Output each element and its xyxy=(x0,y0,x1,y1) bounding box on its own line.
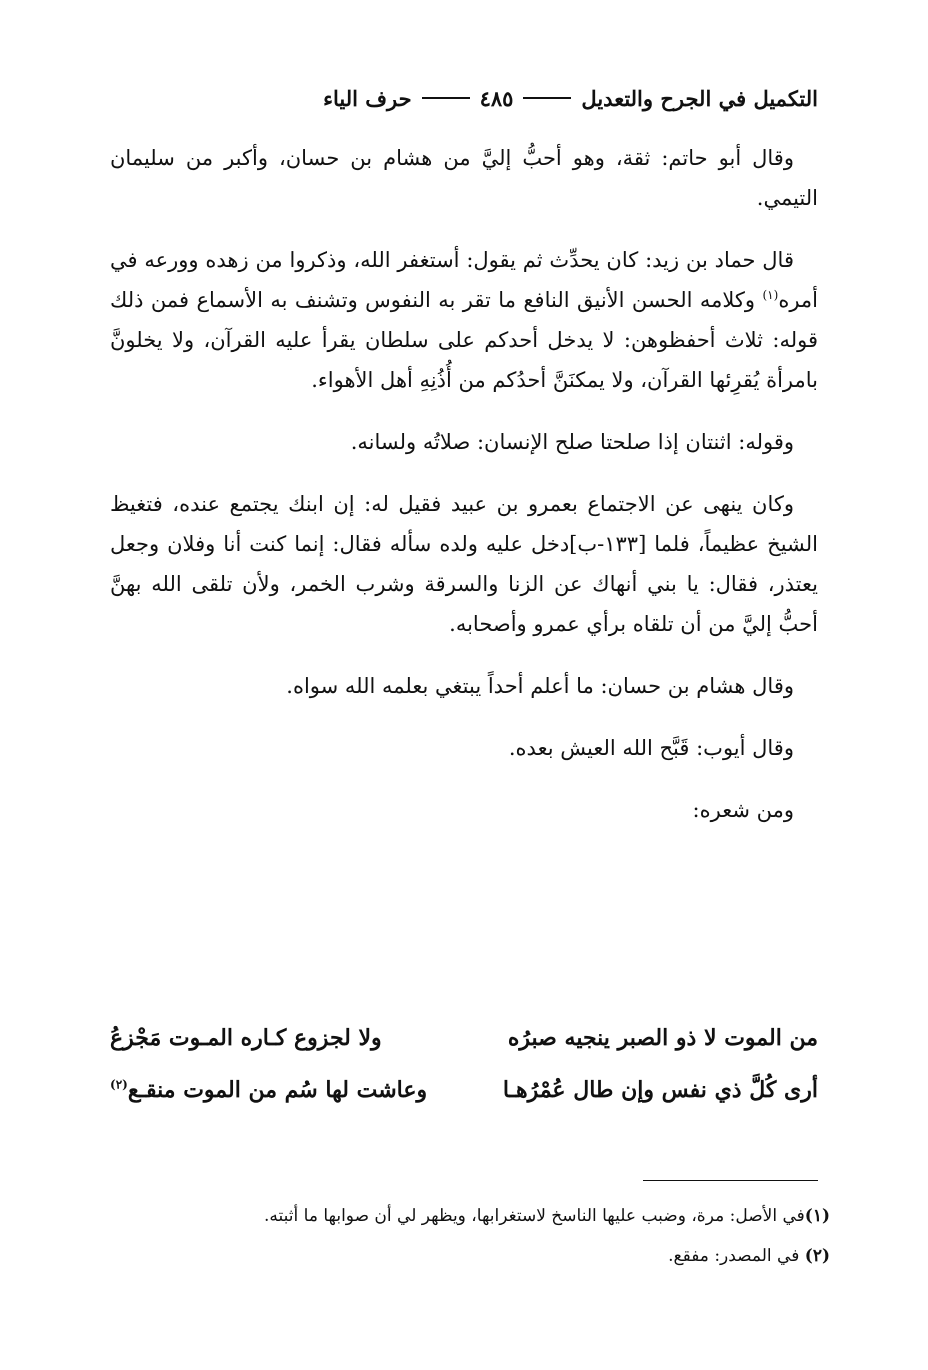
poem-verse xyxy=(110,1016,818,1068)
paragraph: وقوله: اثنتان إذا صلحتا صلح الإنسان: صلاتُه ولسانه. xyxy=(350,430,794,454)
poem xyxy=(110,1016,818,1120)
footnote-text: في الأصل: مرة، وضبب عليها الناسخ لاستغرابها، ويظهر لي أن صوابها ما أثبته. xyxy=(264,1206,805,1226)
hemistich-text: وعاشت لها سُم من الموت منقـع xyxy=(127,1077,428,1103)
paragraph-text: قال حماد بن زيد: كان يحدِّث ثم يقول: أستغفر الله، وذكروا من زهده وورعه في أمره xyxy=(110,248,818,312)
hemistich-second xyxy=(110,1068,427,1120)
main-text xyxy=(110,138,818,852)
paragraph: وقال هشام بن حسان: ما أعلم أحداً يبتغي بعلمه الله سواه. xyxy=(286,674,794,698)
hemistich-second: ولا لجزوع كـاره المـوت مَجْزعُ xyxy=(110,1025,382,1051)
paragraph: وقال أبو حاتم: ثقة، وهو أحبُّ إليَّ من هشام بن حسان، وأكبر من سليمان التيمي. xyxy=(110,146,818,210)
footnote xyxy=(110,1236,830,1276)
hemistich-first: أرى كُلَّ ذي نفس وإن طال عُمْرُهـا xyxy=(502,1077,818,1103)
footnote-ref[interactable]: (١) xyxy=(762,288,779,302)
footnote-ref[interactable]: (٢) xyxy=(110,1077,128,1092)
footnote-divider xyxy=(643,1180,818,1181)
footnote-number: (٢) xyxy=(804,1246,830,1266)
footnote xyxy=(110,1196,830,1236)
paragraph: ومن شعره: xyxy=(692,798,794,822)
paragraph xyxy=(110,240,818,400)
paragraph: وكان ينهى عن الاجتماع بعمرو بن عبيد فقيل له: إن ابنك يجتمع عنده، فتغيظ الشيخ عظيماً، فلما [١٣٣-ب]دخل عليه ولده سأله فقال: إنما كنت أنا وفلان وجعل يعتذر، فقال: يا بني أنهاك عن الزنا والسرقة وشرب الخمر، ولأن تلقى الله بهنَّ أحبُّ إليَّ من أن تلقاه برأي عمرو وأصحابه. xyxy=(110,492,818,636)
header-dash xyxy=(523,97,571,99)
footnote-text: في المصدر: مفقع. xyxy=(668,1246,805,1266)
poem-verse xyxy=(110,1068,818,1120)
book-title: التكميل في الجرح والتعديل xyxy=(581,85,818,111)
footnote-number: (١) xyxy=(804,1206,830,1226)
page-number: ٤٨٥ xyxy=(479,85,514,111)
paragraph: وقال أيوب: قَبَّح الله العيش بعده. xyxy=(508,736,794,760)
footnotes xyxy=(110,1196,830,1276)
hemistich-first: من الموت لا ذو الصبر ينجيه صبرُه xyxy=(507,1025,818,1051)
header-dash xyxy=(422,97,470,99)
section-title: حرف الياء xyxy=(323,85,412,111)
running-header xyxy=(146,78,818,118)
paragraph-text: وكلامه الحسن الأنيق النافع ما تقر به النفوس وتشنف به الأسماع فمن ذلك قوله: ثلاث أحفظوهن: لا يدخل أحدكم على سلطان يقرأ عليه القرآن، ولا يخلونَّ بامرأة يُقرِئها القرآن، ولا يمكنَنَّ أحدُكم من أُذُنِهِ أهل الأهواء. xyxy=(110,288,818,392)
